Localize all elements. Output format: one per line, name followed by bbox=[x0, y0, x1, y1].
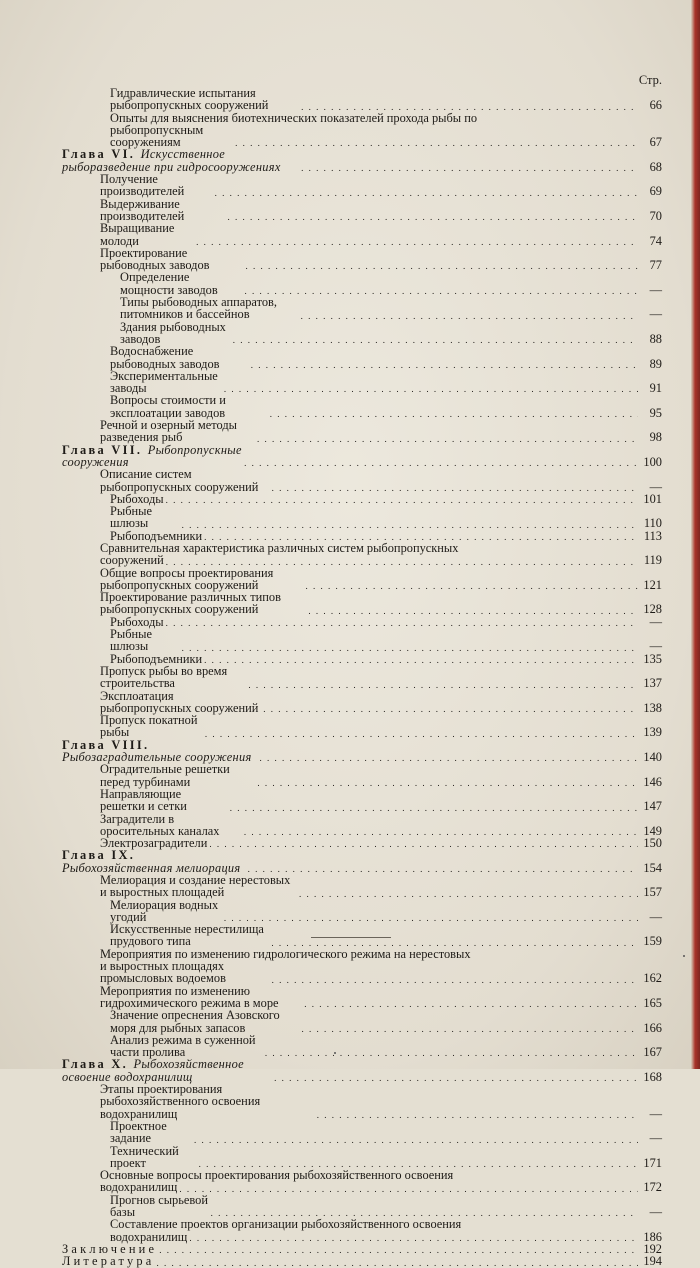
page-column-header: Стр. bbox=[638, 73, 662, 87]
toc-entry bbox=[62, 1243, 662, 1255]
page-number: 68 bbox=[649, 159, 662, 174]
page-number: — bbox=[649, 909, 662, 924]
entry-title: Составление проектов организации рыбохозяйственного освоения bbox=[110, 1217, 462, 1232]
toc-row bbox=[62, 124, 662, 149]
toc-row bbox=[62, 493, 662, 505]
toc-row bbox=[62, 690, 662, 715]
toc-row bbox=[62, 198, 662, 223]
toc-row bbox=[62, 616, 662, 628]
leader-dots bbox=[213, 188, 638, 198]
toc-row bbox=[62, 296, 662, 321]
entry-title: Электрозаградители bbox=[100, 836, 208, 851]
chapter-label: Глава IX. bbox=[62, 848, 136, 863]
leader-dots bbox=[226, 212, 638, 222]
page-number: 69 bbox=[649, 184, 662, 199]
page-number: — bbox=[649, 282, 662, 297]
toc-entry bbox=[62, 1009, 662, 1034]
toc-entry bbox=[62, 505, 662, 530]
page-number: — bbox=[649, 614, 662, 629]
page-number: 172 bbox=[643, 1180, 662, 1195]
leader-dots bbox=[246, 680, 638, 690]
entry-title: Мелиорация водных угодий bbox=[110, 897, 219, 924]
toc-row bbox=[62, 321, 662, 346]
entry-title: Мероприятия по изменению гидрохимического режима в море bbox=[100, 983, 279, 1010]
toc-entry bbox=[62, 923, 662, 948]
entry-title: Выдерживание производителей bbox=[100, 196, 185, 223]
page-number: 162 bbox=[643, 971, 662, 986]
toc-row bbox=[62, 763, 662, 788]
entry-title: Эксплоатация рыбопропускных сооружений bbox=[100, 688, 259, 715]
toc-row bbox=[62, 1083, 662, 1120]
entry-title: Здания рыбоводных заводов bbox=[120, 319, 226, 346]
toc-entry bbox=[62, 419, 662, 444]
leader-dots bbox=[255, 778, 638, 788]
chapter-heading bbox=[62, 444, 242, 469]
entry-title: Искусственные нерестилища прудового типа bbox=[110, 922, 264, 949]
toc-entry bbox=[62, 370, 662, 395]
entry-title: Оградительные решетки перед турбинами bbox=[100, 762, 230, 789]
entry-title: Основные вопросы проектирования рыбохозяйственного освоения bbox=[100, 1168, 454, 1183]
toc-row bbox=[62, 247, 662, 272]
toc-row bbox=[62, 837, 662, 849]
entry-title: Рыбоподъемники bbox=[110, 528, 203, 543]
chapter-heading bbox=[62, 1058, 272, 1083]
toc-entry bbox=[62, 616, 662, 628]
toc-row bbox=[62, 899, 662, 924]
toc-chapter bbox=[62, 739, 662, 764]
page-number: 121 bbox=[643, 577, 662, 592]
chapter-title: Рыбохозяйственная мелиорация bbox=[62, 860, 241, 875]
toc-row bbox=[62, 1145, 662, 1170]
end-rule bbox=[311, 937, 391, 938]
entry-title: Описание систем рыбопропускных сооружений bbox=[100, 467, 259, 494]
toc-row bbox=[62, 960, 662, 985]
entry-title: Мероприятия по изменению гидрологического режима на нерестовых bbox=[100, 946, 471, 961]
page-number: 66 bbox=[649, 98, 662, 113]
page-number: 110 bbox=[643, 516, 662, 531]
toc-row bbox=[62, 923, 662, 948]
toc-row bbox=[62, 591, 662, 616]
leader-dots bbox=[203, 729, 638, 739]
toc-entry bbox=[62, 247, 662, 272]
toc-row bbox=[62, 271, 662, 296]
entry-title: Заградители в оросительных каналах bbox=[100, 811, 220, 838]
leader-dots bbox=[268, 409, 638, 419]
entry-title-continued: и выростных площадях промысловых водоемов bbox=[100, 959, 226, 986]
chapter-label: Глава VIII. bbox=[62, 737, 150, 752]
page-number: 165 bbox=[643, 995, 662, 1010]
entry-title: Сравнительная характеристика различных систем рыбопропускных bbox=[100, 540, 459, 555]
page-number: 154 bbox=[643, 860, 662, 875]
toc-row bbox=[62, 505, 662, 530]
chapter-title: Рыбохозяйственное освоение водохранилищ bbox=[62, 1057, 244, 1084]
leader-dots bbox=[228, 803, 638, 813]
leader-dots bbox=[194, 237, 638, 247]
entry-title: Значение опреснения Азовского моря для рыбных запасов bbox=[110, 1008, 280, 1035]
leader-dots bbox=[242, 458, 638, 468]
leader-dots bbox=[304, 581, 638, 591]
toc-row bbox=[62, 1243, 662, 1255]
toc-entry bbox=[62, 198, 662, 223]
page-number: 67 bbox=[649, 135, 662, 150]
leader-dots bbox=[197, 1159, 638, 1169]
toc-entry bbox=[62, 813, 662, 838]
entry-title: Литература bbox=[62, 1254, 155, 1268]
page-number: 147 bbox=[643, 799, 662, 814]
toc-entry bbox=[62, 542, 662, 567]
toc-entry bbox=[62, 112, 662, 149]
toc-entry bbox=[62, 567, 662, 592]
entry-title: Гидравлические испытания рыбопропускных сооружений bbox=[110, 86, 269, 113]
toc-entry bbox=[62, 173, 662, 198]
chapter-title: Рыбозаградительные сооружения bbox=[62, 750, 252, 765]
leader-dots bbox=[164, 618, 638, 628]
toc-entry bbox=[62, 222, 662, 247]
toc-row bbox=[62, 394, 662, 419]
leader-dots bbox=[222, 913, 638, 923]
toc-row bbox=[62, 222, 662, 247]
entry-title: Типы рыбоводных аппаратов, питомников и бассейнов bbox=[120, 295, 277, 322]
entry-title: Мелиорация и создание нерестовых и выростных площадей bbox=[100, 873, 291, 900]
entry-title: Технический проект bbox=[110, 1143, 179, 1170]
page-number: — bbox=[649, 1131, 662, 1146]
entry-title: Получение производителей bbox=[100, 172, 185, 199]
toc-entry bbox=[62, 788, 662, 813]
leader-dots bbox=[187, 1233, 638, 1243]
page-number: 194 bbox=[643, 1254, 662, 1268]
leader-dots bbox=[207, 839, 638, 849]
chapter-label: Глава VII. bbox=[62, 442, 143, 457]
toc-entry bbox=[62, 628, 662, 653]
leader-dots bbox=[177, 1184, 638, 1194]
page-number: 168 bbox=[643, 1069, 662, 1084]
entry-title: Направляющие решетки и сетки bbox=[100, 786, 187, 814]
page-number: 186 bbox=[643, 1229, 662, 1244]
leader-dots bbox=[209, 1208, 638, 1218]
toc-row bbox=[62, 628, 662, 653]
toc-entry bbox=[62, 1218, 662, 1243]
page-number: 166 bbox=[643, 1020, 662, 1035]
leader-dots bbox=[263, 1048, 638, 1058]
toc-row bbox=[62, 1120, 662, 1145]
page-number: 138 bbox=[643, 700, 662, 715]
page-number: 101 bbox=[643, 491, 662, 506]
toc-entry bbox=[62, 665, 662, 690]
toc-row bbox=[62, 87, 662, 112]
leader-dots bbox=[299, 163, 638, 173]
paper-speck bbox=[683, 955, 685, 957]
page-number: 159 bbox=[643, 934, 662, 949]
leader-dots bbox=[297, 889, 638, 899]
page-number: — bbox=[649, 639, 662, 654]
leader-dots bbox=[157, 1245, 638, 1255]
entry-title: Рыбоходы bbox=[110, 491, 164, 506]
toc-row bbox=[62, 345, 662, 370]
leader-dots bbox=[261, 704, 638, 714]
leader-dots bbox=[249, 360, 638, 370]
entry-title-continued: сооружений bbox=[100, 553, 164, 568]
leader-dots bbox=[315, 1110, 638, 1120]
leader-dots bbox=[231, 335, 638, 345]
entry-title-continued: рыбопропускным сооружениям bbox=[110, 122, 204, 150]
toc-entry bbox=[62, 1145, 662, 1170]
page-number: 98 bbox=[649, 430, 662, 445]
chapter-heading bbox=[62, 739, 258, 764]
entry-title: Определение мощности заводов bbox=[120, 270, 218, 297]
leader-dots bbox=[164, 495, 638, 505]
leader-dots bbox=[180, 520, 638, 530]
leader-dots bbox=[272, 1073, 638, 1083]
toc-chapter bbox=[62, 148, 662, 173]
leader-dots bbox=[192, 1135, 638, 1145]
page-number: 91 bbox=[649, 381, 662, 396]
toc-chapter bbox=[62, 849, 662, 874]
entry-title: Вопросы стоимости и эксплоатации заводов bbox=[110, 393, 226, 420]
leader-dots bbox=[270, 483, 638, 493]
toc-row bbox=[62, 874, 662, 899]
toc-row bbox=[62, 985, 662, 1010]
toc-entry bbox=[62, 985, 662, 1010]
toc-entry bbox=[62, 87, 662, 112]
toc-row bbox=[62, 1034, 662, 1059]
page-number: 89 bbox=[649, 356, 662, 371]
entry-title: Речной и озерный методы разведения рыб bbox=[100, 418, 237, 445]
entry-title: Этапы проектирования рыбохозяйственного освоения водохранилищ bbox=[100, 1082, 261, 1121]
chapter-heading bbox=[62, 148, 299, 173]
toc-row bbox=[62, 419, 662, 444]
toc-entry bbox=[62, 394, 662, 419]
toc-entry bbox=[62, 837, 662, 849]
entry-title: Анализ режима в суженной части пролива bbox=[110, 1032, 256, 1060]
leader-dots bbox=[255, 434, 638, 444]
page-number: 149 bbox=[643, 823, 662, 838]
entry-title-continued: водохранилищ bbox=[110, 1229, 188, 1244]
chapter-label: Глава VI. bbox=[62, 147, 136, 162]
leader-dots bbox=[302, 999, 638, 1009]
paper-speck bbox=[334, 1052, 336, 1054]
chapter-heading bbox=[62, 849, 246, 874]
toc-row bbox=[62, 813, 662, 838]
page-number: 113 bbox=[643, 528, 662, 543]
leader-dots bbox=[222, 384, 638, 394]
leader-dots bbox=[299, 311, 638, 321]
toc-entry bbox=[62, 763, 662, 788]
toc-entry bbox=[62, 690, 662, 715]
toc-row bbox=[62, 444, 662, 469]
toc-row bbox=[62, 1231, 662, 1243]
page-number: 88 bbox=[649, 331, 662, 346]
toc-entry bbox=[62, 1169, 662, 1194]
page-number: 157 bbox=[643, 885, 662, 900]
page-number: 119 bbox=[643, 553, 662, 568]
chapter-title: Рыбопропускные сооружения bbox=[62, 442, 242, 469]
toc-entry bbox=[62, 899, 662, 924]
toc-row bbox=[62, 567, 662, 592]
entry-title: Прогнов сырьевой базы bbox=[110, 1192, 208, 1220]
toc-row bbox=[62, 1181, 662, 1193]
leader-dots bbox=[233, 138, 638, 148]
table-of-contents bbox=[62, 73, 662, 1268]
entry-title: Проектирование различных типов рыбопропускных сооружений bbox=[100, 590, 281, 617]
page-number: 167 bbox=[643, 1045, 662, 1060]
entry-title: Заключение bbox=[62, 1241, 158, 1256]
entry-title: Рыбоподъемники bbox=[110, 651, 203, 666]
page-number: 146 bbox=[643, 774, 662, 789]
chapter-title: Искусственное рыборазведение при гидросооружениях bbox=[62, 147, 281, 174]
toc-entry bbox=[62, 345, 662, 370]
leader-dots bbox=[180, 643, 638, 653]
entry-title: Экспериментальные заводы bbox=[110, 368, 218, 396]
toc-row bbox=[62, 148, 662, 173]
page-number: 140 bbox=[643, 750, 662, 765]
toc-chapter bbox=[62, 1058, 662, 1083]
toc-row bbox=[62, 1255, 662, 1267]
entry-title: Проектное задание bbox=[110, 1118, 167, 1146]
toc-entry bbox=[62, 1194, 662, 1219]
page-number: 139 bbox=[643, 725, 662, 740]
toc-chapter bbox=[62, 444, 662, 469]
entry-title: Выращивание молоди bbox=[100, 221, 175, 248]
toc-row bbox=[62, 1009, 662, 1034]
toc-row bbox=[62, 468, 662, 493]
page-number: 135 bbox=[643, 651, 662, 666]
entry-title: Пропуск рыбы во время строительства bbox=[100, 663, 228, 691]
page-number: 95 bbox=[649, 405, 662, 420]
page-number: 100 bbox=[643, 454, 662, 469]
page-number: — bbox=[649, 1106, 662, 1121]
toc-row bbox=[62, 788, 662, 813]
leader-dots bbox=[243, 286, 638, 296]
entry-title: Рыбные шлюзы bbox=[110, 627, 152, 654]
leader-dots bbox=[300, 1024, 638, 1034]
toc-row bbox=[62, 665, 662, 690]
entry-title: Проектирование рыбоводных заводов bbox=[100, 245, 210, 273]
toc-entry bbox=[62, 321, 662, 346]
page-number: 137 bbox=[643, 676, 662, 691]
leader-dots bbox=[244, 261, 638, 271]
leader-dots bbox=[154, 1258, 638, 1268]
leader-dots bbox=[258, 753, 638, 763]
leader-dots bbox=[270, 975, 638, 985]
toc-entry bbox=[62, 468, 662, 493]
page-number: 77 bbox=[649, 258, 662, 273]
chapter-label: Глава X. bbox=[62, 1057, 129, 1072]
leader-dots bbox=[202, 655, 638, 665]
page-number: — bbox=[649, 1205, 662, 1220]
leader-dots bbox=[242, 827, 638, 837]
page-number: 74 bbox=[649, 233, 662, 248]
page-number: 171 bbox=[643, 1155, 662, 1170]
entry-title: Рыбные шлюзы bbox=[110, 504, 152, 531]
leader-dots bbox=[246, 864, 638, 874]
entry-title: Пропуск покатной рыбы bbox=[100, 713, 198, 740]
toc-row bbox=[62, 739, 662, 764]
toc-entry bbox=[62, 1120, 662, 1145]
toc-entry bbox=[62, 296, 662, 321]
toc-entry bbox=[62, 1034, 662, 1059]
toc-entry bbox=[62, 1255, 662, 1267]
toc-row bbox=[62, 1194, 662, 1219]
book-edge bbox=[691, 0, 700, 1069]
toc-entry bbox=[62, 493, 662, 505]
page-number: 150 bbox=[643, 836, 662, 851]
toc-row bbox=[62, 370, 662, 395]
page-number: 192 bbox=[643, 1241, 662, 1256]
toc-row bbox=[62, 714, 662, 739]
page-number: — bbox=[649, 479, 662, 494]
toc-row bbox=[62, 173, 662, 198]
toc-entry bbox=[62, 591, 662, 616]
entry-title: Водоснабжение рыбоводных заводов bbox=[110, 344, 220, 371]
toc-row bbox=[62, 1058, 662, 1083]
toc-entry bbox=[62, 948, 662, 985]
toc-entry bbox=[62, 271, 662, 296]
entry-title: Опыты для выяснения биотехнических показателей прохода рыбы по bbox=[110, 110, 478, 125]
toc-row bbox=[62, 554, 662, 566]
page-number: — bbox=[649, 307, 662, 322]
entry-title-continued: водохранилищ bbox=[100, 1180, 178, 1195]
page-number: 128 bbox=[643, 602, 662, 617]
toc-row bbox=[62, 849, 662, 874]
entry-title: Общие вопросы проектирования рыбопропускных сооружений bbox=[100, 565, 274, 592]
toc-entry bbox=[62, 1083, 662, 1120]
leader-dots bbox=[306, 606, 638, 616]
toc-entry bbox=[62, 874, 662, 899]
entry-title: Рыбоходы bbox=[110, 614, 164, 629]
page-number: 70 bbox=[649, 208, 662, 223]
toc-entry bbox=[62, 714, 662, 739]
